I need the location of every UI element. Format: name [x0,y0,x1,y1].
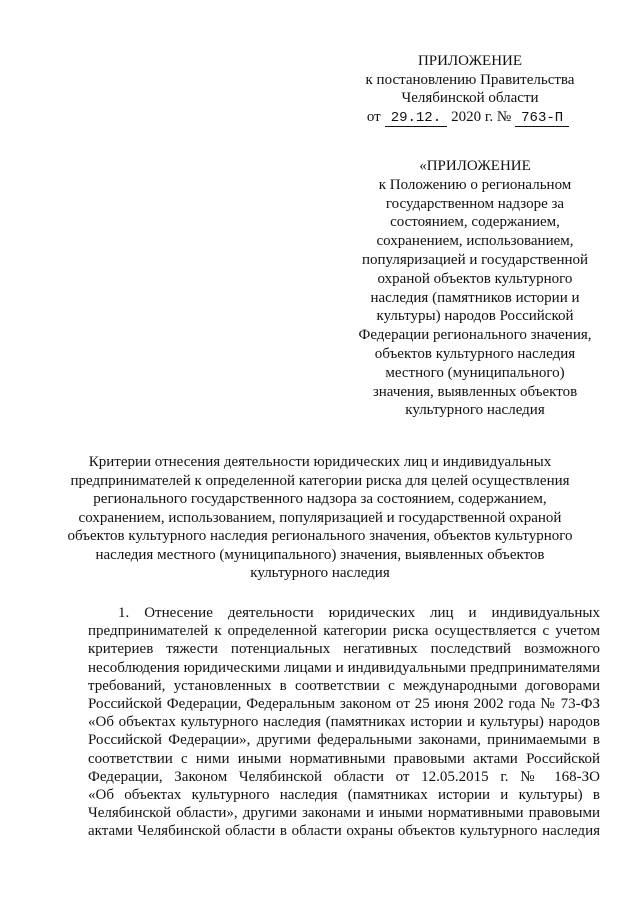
body-line: «Об объектах культурного наследия (памятниках истории и культуры) в [88,787,600,804]
body-line: «Об объектах культурного наследия (памятниках истории и культуры) народов [88,714,600,731]
appendix-line: к Положению о региональном [378,176,572,193]
body-line: Российской Федерации», другими федеральными законами, принимаемыми в [88,732,600,749]
appendix-line: культурного наследия [405,402,545,419]
header-title: ПРИЛОЖЕНИЕ [417,53,523,69]
appendix-line: популяризацией и государственной [361,251,589,268]
title-line: Критерии отнесения деятельности юридических лиц и индивидуальных [88,454,552,470]
resolution-number: 763-П [515,111,569,127]
body-line: соответствии с ними иными нормативными правовыми актами Российской [88,750,600,767]
appendix-line: Федерации регионального значения, [358,327,592,344]
body-line: Федерации, Законом Челябинской области от 12.05.2015 г. № 168-ЗО [88,768,600,785]
appendix-line: сохранением, использованием, [376,233,574,250]
body-line: предпринимателей к определенной категории риска осуществляется с учетом [88,623,600,640]
title-line: регионального государственного надзора за состоянием, содержанием, [93,491,547,507]
title-line: объектов культурного наследия регионального значения, объектов культурного [67,528,573,544]
body-line: Российской Федерации, Федеральным законом от 25 июня 2002 года № 73-ФЗ [88,696,600,713]
appendix-line: состоянием, содержанием, [390,214,560,231]
appendix-line: значения, выявленных объектов [372,383,578,400]
appendix-line: культуры) народов Российской [376,308,574,325]
body-line: требований, установленных в соответствии с международными договорами [88,677,600,694]
body-line: актами Челябинской области в области охраны объектов культурного наследия [88,823,600,840]
title-line: сохранением, использованием, популяризацией и государственной охраной [78,509,562,526]
body-paragraph-1 [88,604,600,841]
body-line: несоблюдения юридическими лицами и индивидуальными предпринимателями [88,659,600,676]
body-line: Челябинской области», другими законами и иными нормативными правовыми [88,805,600,822]
approval-header [320,52,620,127]
header-line-2: к постановлению Правительства [365,71,575,88]
year-label: 2020 г. № [451,108,512,125]
appendix-line: государственном надзоре за [385,195,565,212]
appendix-header [330,157,620,420]
title-line: предпринимателей к определенной категории риска для целей осуществления [70,472,570,489]
header-date-line [320,108,620,127]
body-line: критериев тяжести потенциальных негативных последствий возможного [88,641,600,658]
document-title [60,453,580,583]
date-prefix: от [366,108,381,125]
title-line: культурного наследия [250,565,390,581]
appendix-line: «ПРИЛОЖЕНИЕ [419,158,531,174]
appendix-line: охраной объектов культурного [377,270,573,287]
appendix-line: местного (муниципального) [385,364,565,381]
title-line: наследия местного (муниципального) значения, выявленных объектов [95,546,545,563]
appendix-line: объектов культурного наследия [374,345,576,362]
header-line-3: Челябинской области [401,90,539,107]
date-value: 29.12. [385,111,447,127]
body-line: 1. Отнесение деятельности юридических лиц и индивидуальных [118,605,600,621]
appendix-line: наследия (памятников истории и [370,289,580,306]
